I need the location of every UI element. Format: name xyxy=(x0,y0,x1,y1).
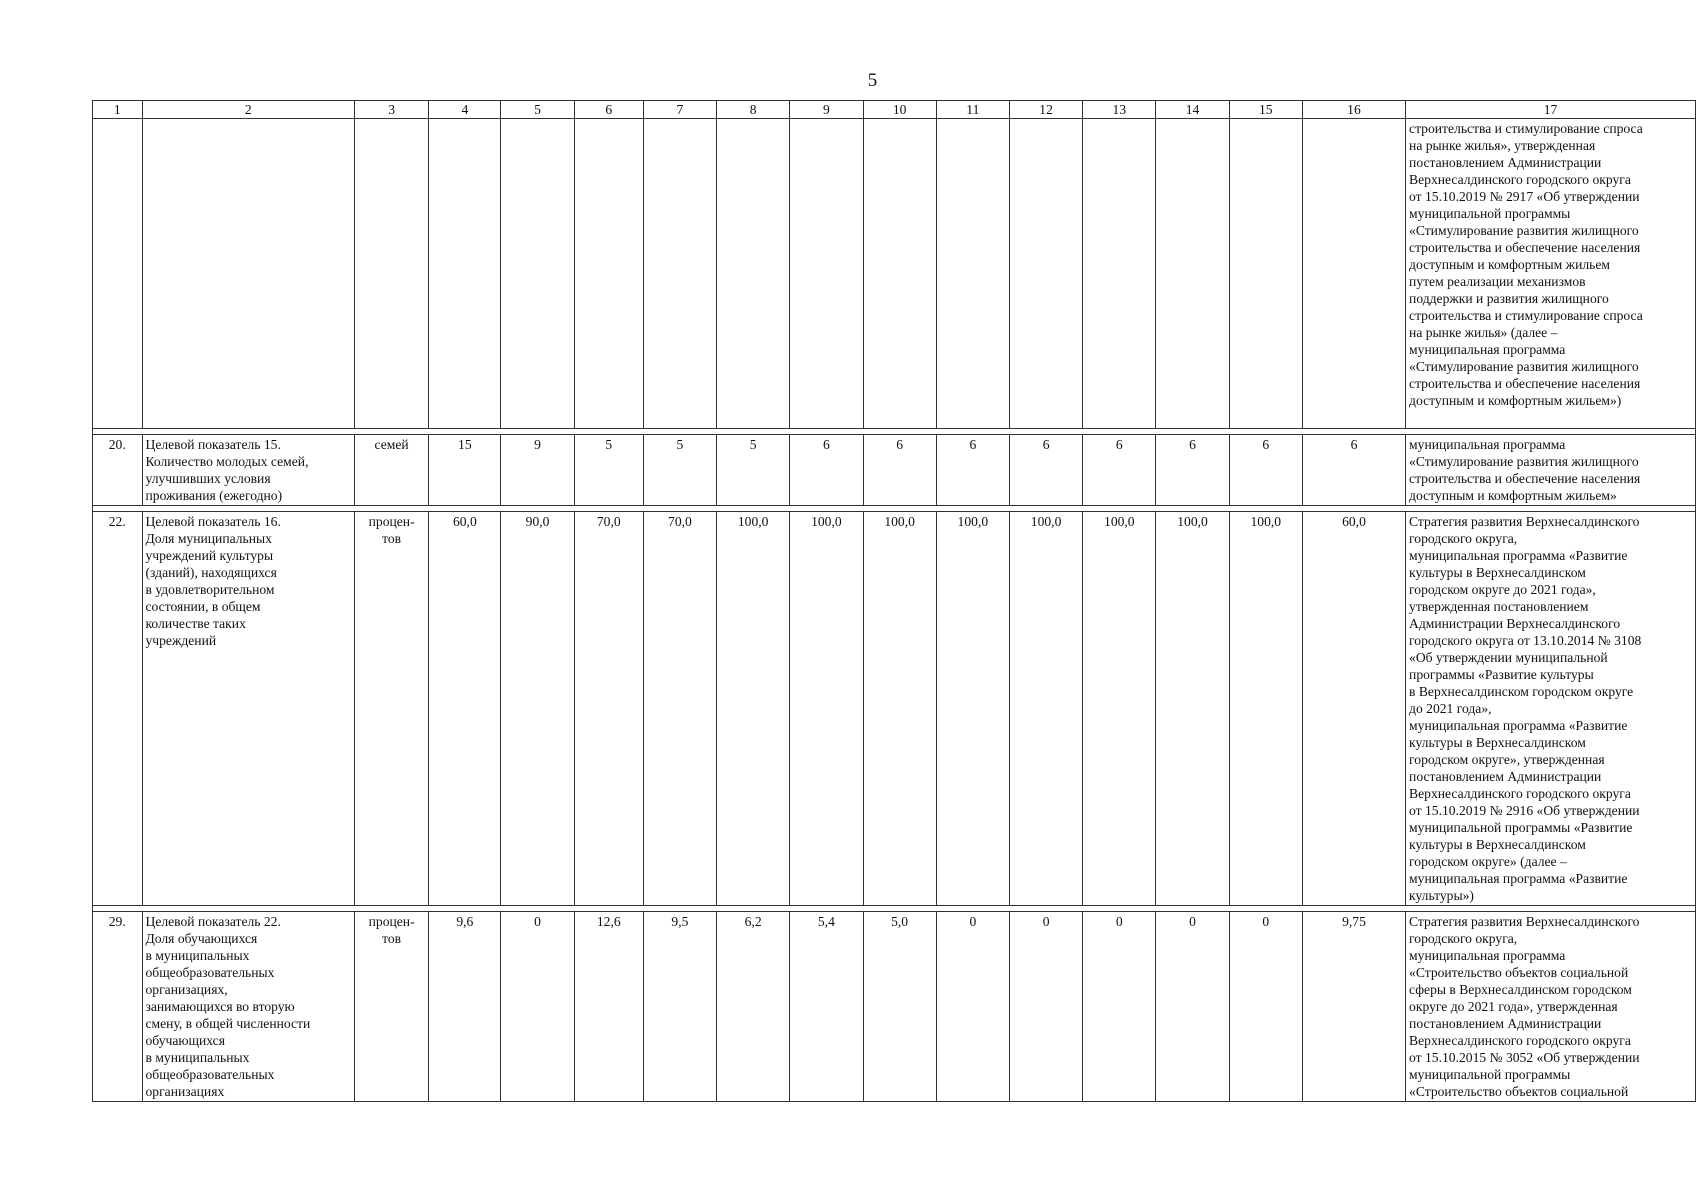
value-cell: 100,0 xyxy=(1009,512,1082,906)
source-document: муниципальная программа «Стимулирование развития жилищного строительства и обеспечение населения доступным и комфортным жильем» xyxy=(1406,435,1696,506)
value-cell: 0 xyxy=(501,912,574,1102)
value-cell: 6 xyxy=(1156,435,1229,506)
table-row xyxy=(93,119,1696,429)
indicator-name: Целевой показатель 15. Количество молодых семей, улучшивших условия проживания (ежегодно) xyxy=(142,435,354,506)
value-cell: 100,0 xyxy=(1083,512,1156,906)
column-number: 1 xyxy=(93,101,143,119)
value-cell: 6 xyxy=(1009,435,1082,506)
value-cell: 0 xyxy=(936,912,1009,1102)
column-number: 4 xyxy=(429,101,501,119)
column-number-row xyxy=(93,101,1696,119)
value-cell: 100,0 xyxy=(790,512,863,906)
value-cell xyxy=(1229,119,1302,429)
value-cell: 9,75 xyxy=(1302,912,1405,1102)
column-number: 8 xyxy=(717,101,790,119)
source-document: Стратегия развития Верхнесалдинского городского округа, муниципальная программа «Строительство объектов социальной сферы в Верхнесалдинском городском округе до 2021 года», утвержденная постановлением Администрации Верхнесалдинского городского округа от 15.10.2015 № 3052 «Об утверждении муниципальной программы «Строительство объектов социальной xyxy=(1406,912,1696,1102)
value-cell: 0 xyxy=(1009,912,1082,1102)
value-cell xyxy=(790,119,863,429)
value-cell xyxy=(501,119,574,429)
value-cell: 100,0 xyxy=(1156,512,1229,906)
unit: семей xyxy=(354,435,428,506)
column-number: 5 xyxy=(501,101,574,119)
value-cell: 5 xyxy=(643,435,716,506)
value-cell xyxy=(717,119,790,429)
row-number xyxy=(93,119,143,429)
row-number: 29. xyxy=(93,912,143,1102)
table-row xyxy=(93,512,1696,906)
unit xyxy=(354,119,428,429)
value-cell xyxy=(1009,119,1082,429)
page-number: 5 xyxy=(867,70,878,91)
value-cell: 6 xyxy=(1302,435,1405,506)
value-cell: 60,0 xyxy=(1302,512,1405,906)
column-number: 10 xyxy=(863,101,936,119)
column-number: 13 xyxy=(1083,101,1156,119)
value-cell: 12,6 xyxy=(574,912,643,1102)
value-cell: 100,0 xyxy=(1229,512,1302,906)
value-cell xyxy=(574,119,643,429)
row-number: 22. xyxy=(93,512,143,906)
value-cell: 0 xyxy=(1229,912,1302,1102)
value-cell: 100,0 xyxy=(717,512,790,906)
value-cell: 60,0 xyxy=(429,512,501,906)
source-document: строительства и стимулирование спроса на рынке жилья», утвержденная постановлением Администрации Верхнесалдинского городского округа от 15.10.2019 № 2917 «Об утверждении муниципальной программы «Стимулирование развития жилищного строительства и обеспечение населения доступным и комфортным жильем путем реализации механизмов поддержки и развития жилищного строительства и стимулирование спроса на рынке жилья» (далее – муниципальная программа «Стимулирование развития жилищного строительства и обеспечение населения доступным и комфортным жильем») xyxy=(1406,119,1696,429)
value-cell xyxy=(1302,119,1405,429)
value-cell: 5 xyxy=(574,435,643,506)
value-cell xyxy=(429,119,501,429)
column-number: 2 xyxy=(142,101,354,119)
column-number: 7 xyxy=(643,101,716,119)
value-cell xyxy=(643,119,716,429)
indicators-table xyxy=(92,100,1696,1102)
column-number: 15 xyxy=(1229,101,1302,119)
indicator-name xyxy=(142,119,354,429)
value-cell: 0 xyxy=(1156,912,1229,1102)
column-number: 6 xyxy=(574,101,643,119)
value-cell: 70,0 xyxy=(574,512,643,906)
value-cell: 5,0 xyxy=(863,912,936,1102)
value-cell: 5 xyxy=(717,435,790,506)
value-cell: 6 xyxy=(790,435,863,506)
value-cell xyxy=(936,119,1009,429)
value-cell xyxy=(863,119,936,429)
value-cell: 9,5 xyxy=(643,912,716,1102)
column-number: 11 xyxy=(936,101,1009,119)
row-number: 20. xyxy=(93,435,143,506)
table-row xyxy=(93,912,1696,1102)
value-cell: 9,6 xyxy=(429,912,501,1102)
unit: процен- тов xyxy=(354,912,428,1102)
column-number: 14 xyxy=(1156,101,1229,119)
indicator-name: Целевой показатель 16. Доля муниципальных учреждений культуры (зданий), находящихся в удовлетворительном состоянии, в общем количестве таких учреждений xyxy=(142,512,354,906)
value-cell xyxy=(1083,119,1156,429)
value-cell: 5,4 xyxy=(790,912,863,1102)
value-cell: 6 xyxy=(936,435,1009,506)
source-document: Стратегия развития Верхнесалдинского городского округа, муниципальная программа «Развитие культуры в Верхнесалдинском городском округе до 2021 года», утвержденная постановлением Администрации Верхнесалдинского городского округа от 13.10.2014 № 3108 «Об утверждении муниципальной программы «Развитие культуры в Верхнесалдинском городском округе до 2021 года», муниципальная программа «Развитие культуры в Верхнесалдинском городском округе», утвержденная постановлением Администрации Верхнесалдинского городского округа от 15.10.2019 № 2916 «Об утверждении муниципальной программы «Развитие культуры в Верхнесалдинском городском округе» (далее – муниципальная программа «Развитие культуры») xyxy=(1406,512,1696,906)
value-cell: 15 xyxy=(429,435,501,506)
column-number: 9 xyxy=(790,101,863,119)
column-number: 16 xyxy=(1302,101,1405,119)
value-cell: 6,2 xyxy=(717,912,790,1102)
value-cell: 6 xyxy=(1083,435,1156,506)
value-cell: 0 xyxy=(1083,912,1156,1102)
value-cell: 6 xyxy=(863,435,936,506)
column-number: 12 xyxy=(1009,101,1082,119)
table-row xyxy=(93,435,1696,506)
value-cell: 6 xyxy=(1229,435,1302,506)
column-number: 3 xyxy=(354,101,428,119)
indicator-name: Целевой показатель 22. Доля обучающихся в муниципальных общеобразовательных организациях, занимающихся во вторую смену, в общей численности обучающихся в муниципальных общеобразовательных организациях xyxy=(142,912,354,1102)
value-cell: 100,0 xyxy=(863,512,936,906)
value-cell: 100,0 xyxy=(936,512,1009,906)
value-cell: 9 xyxy=(501,435,574,506)
value-cell: 70,0 xyxy=(643,512,716,906)
value-cell: 90,0 xyxy=(501,512,574,906)
column-number: 17 xyxy=(1406,101,1696,119)
unit: процен- тов xyxy=(354,512,428,906)
value-cell xyxy=(1156,119,1229,429)
